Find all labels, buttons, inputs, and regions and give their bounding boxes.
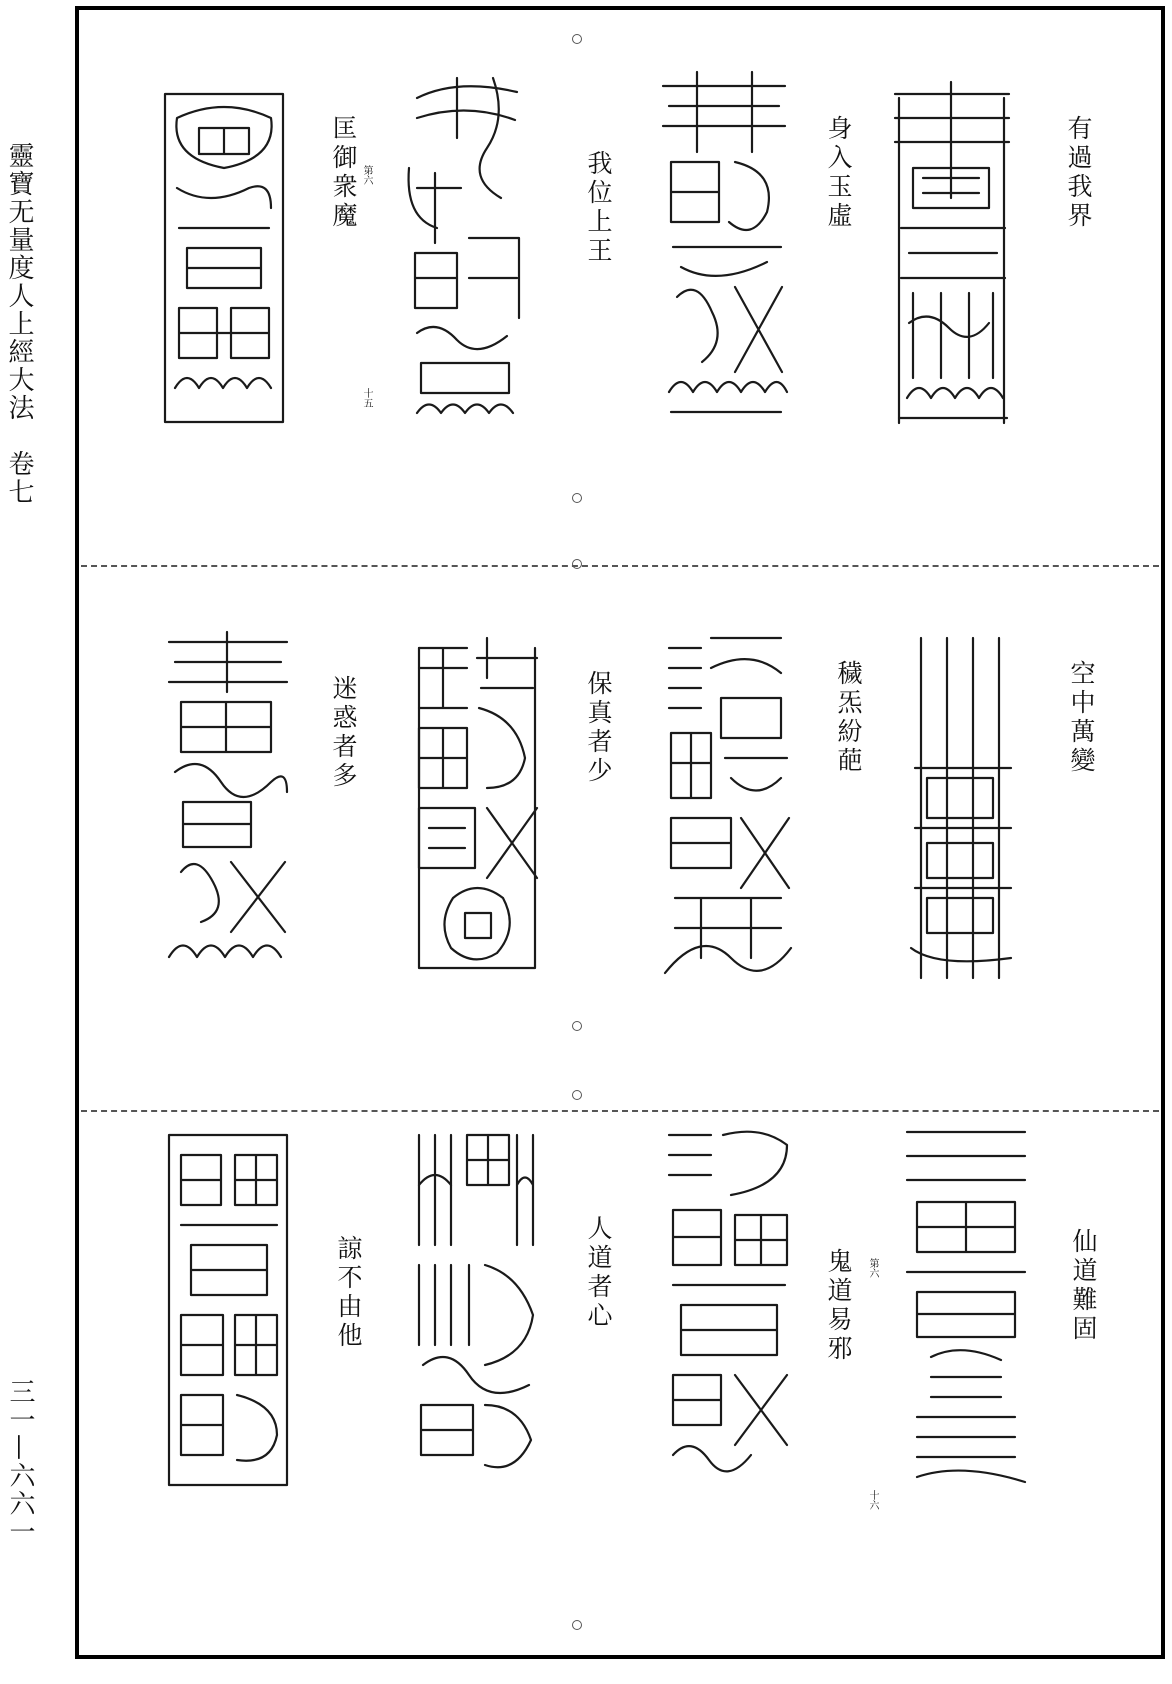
binding-hole — [572, 559, 582, 569]
book-title: 靈寶无量度人上經大法 卷七 — [4, 142, 34, 506]
talisman-seal — [907, 628, 1017, 983]
talisman-caption: 保真者少 — [584, 670, 613, 786]
page-number: 三一—六六一 — [5, 1378, 35, 1546]
panel-divider — [81, 565, 1159, 567]
talisman-caption: 匡御衆魔 — [329, 115, 358, 231]
binding-hole — [572, 493, 582, 503]
talisman-caption: 身入玉虛 — [824, 115, 853, 231]
talisman-caption: 空中萬變 — [1067, 660, 1096, 776]
talisman-seal — [889, 78, 1014, 428]
binding-hole — [572, 34, 582, 44]
panel-divider — [81, 1110, 1159, 1112]
talisman-seal — [159, 88, 289, 428]
talisman-seal — [161, 1125, 296, 1495]
talisman-seal — [161, 632, 296, 972]
binding-hole — [572, 1620, 582, 1630]
talisman-seal — [409, 1125, 549, 1490]
talisman-seal — [397, 78, 532, 428]
talisman-caption: 仙道難固 — [1069, 1228, 1098, 1344]
talisman-caption: 穢炁紛葩 — [834, 660, 863, 776]
talisman-caption: 迷惑者多 — [329, 675, 358, 791]
talisman-caption: 有過我界 — [1064, 115, 1093, 231]
talisman-note: 第六 — [361, 165, 372, 185]
talisman-caption: 人道者心 — [584, 1215, 613, 1331]
talisman-note: 十五 — [361, 388, 372, 408]
talisman-seal — [657, 72, 792, 427]
binding-hole — [572, 1021, 582, 1031]
talisman-note: 十六 — [867, 1490, 878, 1510]
talisman-seal — [661, 1125, 796, 1490]
talisman-seal — [901, 1122, 1031, 1492]
talisman-seal — [407, 638, 547, 983]
talisman-caption: 我位上王 — [584, 150, 613, 266]
talisman-seal — [661, 628, 796, 983]
talisman-caption: 諒不由他 — [334, 1235, 363, 1351]
talisman-note: 第六 — [867, 1258, 878, 1278]
talisman-caption: 鬼道易邪 — [824, 1248, 853, 1364]
binding-hole — [572, 1090, 582, 1100]
page-frame — [75, 6, 1165, 1659]
